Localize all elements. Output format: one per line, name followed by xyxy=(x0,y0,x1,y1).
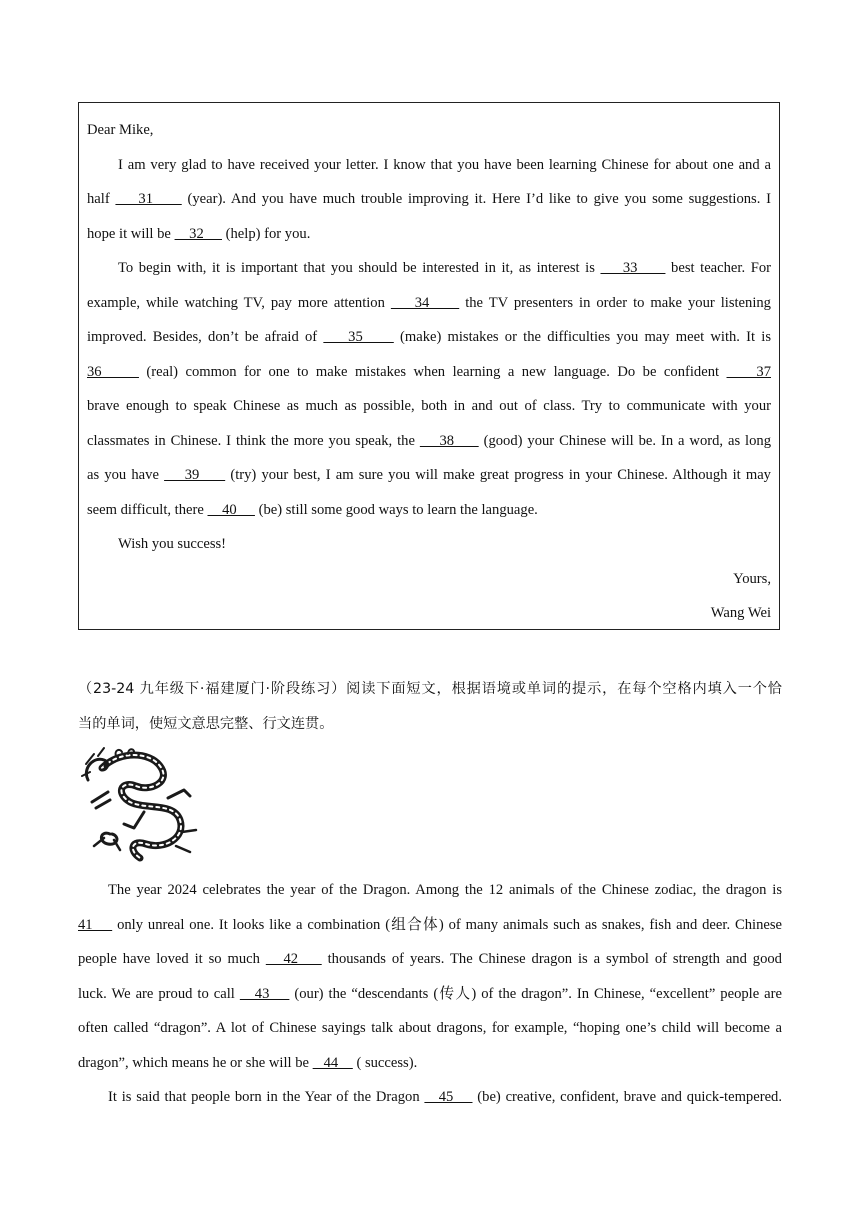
letter-line: I am very glad to have received your letter. I know that you have been learning Chinese for about one and a xyxy=(118,156,771,173)
letter-closing: Yours, xyxy=(733,570,771,587)
passage-line: often called “dragon”. A lot of Chinese sayings talk about dragons, for example, “hoping one’s child will become a xyxy=(78,1020,782,1036)
letter-line: example, while watching TV, pay more attention 34 the TV presenters in order to make your listening xyxy=(87,294,771,311)
passage-line: people have loved it so much 42 thousands of years. The Chinese dragon is a symbol of strength and good xyxy=(78,951,782,967)
blank-35[interactable]: 35 xyxy=(323,329,394,345)
passage-line: The year 2024 celebrates the year of the Dragon. Among the 12 animals of the Chinese zodiac, the dragon is xyxy=(108,882,782,898)
blank-36[interactable]: 36 xyxy=(87,363,139,380)
dragon-icon xyxy=(80,746,200,866)
letter-line: hope it will be 32 (help) for you. xyxy=(87,225,311,242)
blank-45[interactable]: 45 xyxy=(424,1089,473,1105)
letter-greeting: Dear Mike, xyxy=(87,122,154,138)
blank-33[interactable]: 33 xyxy=(600,260,666,276)
passage xyxy=(78,873,782,1115)
passage-line: 41 only unreal one. It looks like a combination (组合体) of many animals such as snakes, fish and deer. Chinese xyxy=(78,916,782,933)
letter-wish: Wish you success! xyxy=(118,536,227,552)
blank-37[interactable]: 37 xyxy=(726,363,771,380)
blank-31[interactable]: 31 xyxy=(115,191,182,207)
passage-line: It is said that people born in the Year of the Dragon 45 (be) creative, confident, brave and quick-tempered. xyxy=(108,1089,782,1105)
letter-box xyxy=(78,102,780,630)
blank-38[interactable]: 38 xyxy=(419,432,479,449)
letter-line: improved. Besides, don’t be afraid of 35 (make) mistakes or the difficulties you may meet with. It is xyxy=(87,329,772,345)
letter-line: 36 (real) common for one to make mistakes when learning a new language. Do be confident 37 xyxy=(87,363,771,380)
exercise-instructions xyxy=(78,672,782,741)
instruction-line: （23-24 九年级下·福建厦门·阶段练习）阅读下面短文，根据语境或单词的提示，在每个空格内填入一个恰 xyxy=(78,681,782,697)
blank-41[interactable]: 41 xyxy=(78,916,113,933)
letter-signature: Wang Wei xyxy=(710,605,771,621)
letter-line: as you have 39 (try) your best, I am sure you will make great progress in your Chinese. Although it may xyxy=(87,467,771,483)
passage-line: luck. We are proud to call 43 (our) the “descendants (传人) of the dragon”. In Chinese, “excellent” people are xyxy=(78,985,782,1002)
letter-line: brave enough to speak Chinese as much as possible, both in and out of class. Try to communicate with your xyxy=(87,398,771,414)
passage-line: dragon”, which means he or she will be 44 ( success). xyxy=(78,1054,418,1071)
blank-43[interactable]: 43 xyxy=(239,985,290,1002)
letter-line: To begin with, it is important that you should be interested in it, as interest is 33 best teacher. For xyxy=(118,260,771,276)
blank-39[interactable]: 39 xyxy=(164,467,226,483)
letter-line: seem difficult, there 40 (be) still some good ways to learn the language. xyxy=(87,501,538,518)
instruction-line: 当的单词，使短文意思完整、行文连贯。 xyxy=(78,715,334,732)
blank-32[interactable]: 32 xyxy=(174,225,222,242)
letter-line: half 31 (year). And you have much trouble improving it. Here I’d like to give you some suggestions. I xyxy=(87,191,771,207)
blank-34[interactable]: 34 xyxy=(390,294,460,311)
blank-42[interactable]: 42 xyxy=(265,951,322,967)
blank-44[interactable]: 44 xyxy=(312,1054,353,1071)
letter-line: classmates in Chinese. I think the more you speak, the 38 (good) your Chinese will be. In a word, as long xyxy=(87,432,771,449)
blank-40[interactable]: 40 xyxy=(207,501,255,518)
